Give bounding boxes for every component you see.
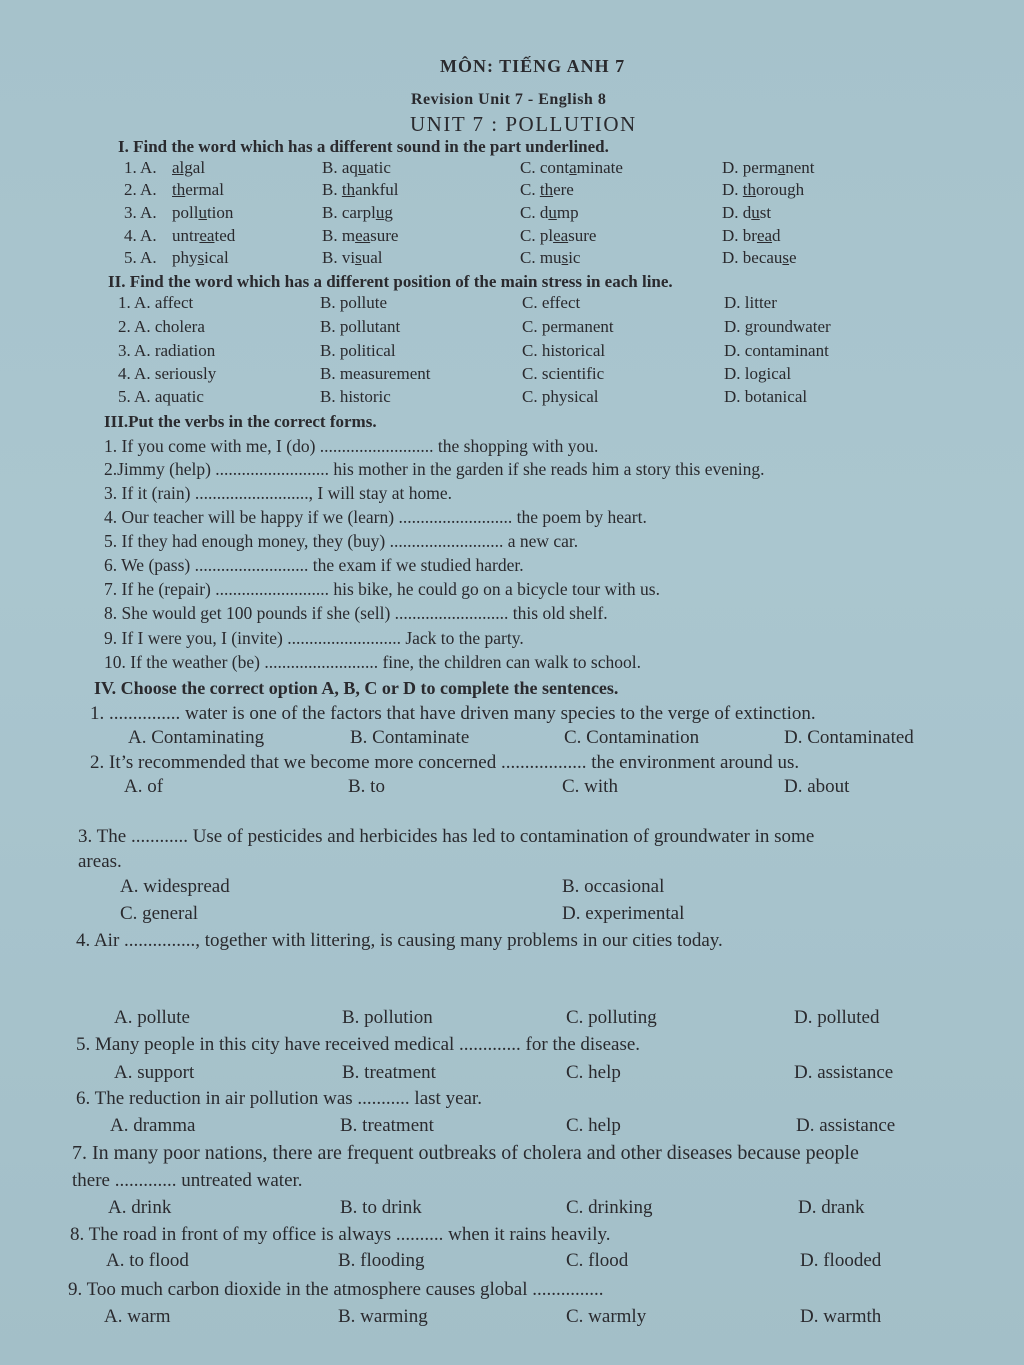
- question-q4: 4. Air ..............., together with littering, is causing many problems in our cities today.: [76, 930, 723, 951]
- underlined-part: th: [539, 180, 554, 199]
- question-q7-option: A. drink: [108, 1197, 172, 1218]
- question-q9-option: A. warm: [104, 1306, 171, 1327]
- section-2-title: II. Find the word which has a different position of the main stress in each line.: [108, 272, 673, 291]
- s2-option-a: 5. A. aquatic: [118, 387, 204, 406]
- question-q1-option: A. Contaminating: [128, 727, 265, 748]
- question-q4-option: A. pollute: [114, 1007, 190, 1028]
- s2-option-d: D. litter: [724, 293, 777, 312]
- s1-option-c: C. dump: [520, 203, 579, 222]
- question-q3-option: B. occasional: [562, 876, 665, 897]
- question-q7-option: B. to drink: [340, 1197, 422, 1218]
- section-1-title: I. Find the word which has a different sound in the part underlined.: [118, 137, 609, 156]
- underlined-part: s: [355, 248, 362, 267]
- section-4-title: IV. Choose the correct option A, B, C or D to complete the sentences.: [94, 678, 619, 698]
- s2-option-d: D. logical: [724, 364, 792, 383]
- question-q8-option: C. flood: [566, 1250, 629, 1271]
- underlined-part: u: [375, 203, 385, 222]
- s1-option-d: D. because: [722, 248, 797, 267]
- question-q3-option: D. experimental: [562, 903, 685, 924]
- s3-item: 7. If he (repair) .......................... his bike, he could go on a bicycle tour with us.: [104, 579, 660, 599]
- question-q2-option: A. of: [124, 776, 164, 797]
- s1-option-d: D. dust: [722, 203, 772, 222]
- subject-title: MÔN: TIẾNG ANH 7: [440, 56, 626, 76]
- s1-option-b: B. carplug: [322, 203, 393, 222]
- question-q5-option: A. support: [114, 1062, 195, 1083]
- s3-item: 3. If it (rain) .........................., I will stay at home.: [104, 483, 452, 503]
- s1-option-c: C. music: [520, 248, 581, 267]
- underlined-part: ea: [199, 226, 215, 245]
- underlined-part: u: [357, 158, 367, 177]
- s1-option-b: B. thankful: [322, 180, 399, 199]
- s1-item-number: 3. A.: [124, 203, 157, 222]
- s1-option-c: C. contaminate: [520, 158, 623, 177]
- s2-option-a: 3. A. radiation: [118, 341, 216, 360]
- s3-item: 6. We (pass) .......................... the exam if we studied harder.: [104, 555, 524, 575]
- s2-option-b: B. historic: [320, 387, 391, 406]
- s2-option-a: 2. A. cholera: [118, 317, 205, 336]
- question-q3-option: C. general: [120, 903, 199, 924]
- question-q5-option: D. assistance: [794, 1062, 894, 1083]
- s2-option-a: 1. A. affect: [118, 293, 194, 312]
- question-q7-option: D. drank: [798, 1197, 865, 1218]
- s1-option-d: D. permanent: [722, 158, 815, 177]
- question-q1-option: B. Contaminate: [350, 727, 470, 748]
- s1-option-a: physical: [172, 248, 229, 267]
- s2-option-c: C. permanent: [522, 317, 614, 336]
- question-q4-option: C. polluting: [566, 1007, 657, 1028]
- question-q5: 5. Many people in this city have received medical ............. for the disease.: [76, 1034, 641, 1055]
- question-q7-option: C. drinking: [566, 1197, 653, 1218]
- question-q1-option: C. Contamination: [564, 727, 700, 748]
- question-q2-option: D. about: [784, 776, 850, 797]
- s1-option-b: B. visual: [322, 248, 383, 267]
- underlined-part: alg: [172, 158, 193, 177]
- s1-option-b: B. measure: [322, 226, 399, 245]
- underlined-part: s: [561, 248, 569, 267]
- question-q2-option: B. to: [348, 776, 385, 797]
- s3-item: 4. Our teacher will be happy if we (learn) .......................... the poem by heart.: [104, 507, 647, 527]
- s2-option-c: C. effect: [522, 293, 581, 312]
- question-q6-option: A. dramma: [110, 1115, 196, 1136]
- question-q4-option: B. pollution: [342, 1007, 433, 1028]
- s3-item: 9. If I were you, I (invite) .......................... Jack to the party.: [104, 628, 524, 648]
- question-q9-option: C. warmly: [566, 1306, 647, 1327]
- underlined-part: u: [198, 203, 207, 222]
- underlined-part: u: [548, 203, 557, 222]
- s1-option-d: D. bread: [722, 226, 781, 245]
- s3-item: 1. If you come with me, I (do) .......................... the shopping with you.: [104, 436, 599, 456]
- question-q8-option: A. to flood: [106, 1250, 189, 1271]
- s2-option-b: B. measurement: [320, 364, 431, 383]
- question-q3: 3. The ............ Use of pesticides and herbicides has led to contamination of groundwater in some: [78, 826, 815, 847]
- question-q1-option: D. Contaminated: [784, 727, 914, 748]
- underlined-part: ea: [355, 226, 371, 245]
- underlined-part: u: [751, 203, 760, 222]
- underlined-part: th: [742, 180, 757, 199]
- s2-option-c: C. physical: [522, 387, 599, 406]
- s1-item-number: 1. A.: [124, 158, 157, 177]
- s2-option-b: B. political: [320, 341, 396, 360]
- question-q9-option: B. warming: [338, 1306, 428, 1327]
- question-q9: 9. Too much carbon dioxide in the atmosphere causes global ...............: [68, 1279, 604, 1300]
- s1-option-a: pollution: [172, 203, 234, 222]
- s3-item: 10. If the weather (be) .......................... fine, the children can walk to school.: [104, 652, 641, 672]
- s2-option-d: D. groundwater: [724, 317, 831, 336]
- revision-title: Revision Unit 7 - English 8: [411, 91, 607, 108]
- s1-option-c: C. there: [520, 180, 574, 199]
- question-q6: 6. The reduction in air pollution was ........... last year.: [76, 1088, 482, 1109]
- s2-option-c: C. historical: [522, 341, 606, 360]
- question-q2-option: C. with: [562, 776, 618, 797]
- question-q8-option: D. flooded: [800, 1250, 882, 1271]
- section-3-title: III.Put the verbs in the correct forms.: [104, 412, 377, 431]
- s3-item: 5. If they had enough money, they (buy) .......................... a new car.: [104, 531, 579, 551]
- question-q9-option: D. warmth: [800, 1306, 882, 1327]
- question-q2: 2. It’s recommended that we become more concerned .................. the environment around us.: [90, 752, 800, 773]
- question-q1: 1. ............... water is one of the factors that have driven many species to the verge of extinction.: [90, 703, 816, 724]
- s2-option-b: B. pollutant: [320, 317, 401, 336]
- s1-item-number: 4. A.: [124, 226, 157, 245]
- question-q7-cont: there ............. untreated water.: [72, 1170, 303, 1191]
- underlined-part: a: [569, 158, 577, 177]
- question-q5-option: B. treatment: [342, 1062, 436, 1083]
- underlined-part: s: [197, 248, 205, 267]
- question-q6-option: D. assistance: [796, 1115, 896, 1136]
- question-q3-cont: areas.: [78, 851, 122, 872]
- s1-item-number: 5. A.: [124, 248, 157, 267]
- s2-option-d: D. contaminant: [724, 341, 829, 360]
- underlined-part: th: [341, 180, 356, 199]
- s3-item: 8. She would get 100 pounds if she (sell) .......................... this old shelf.: [104, 603, 608, 623]
- question-q6-option: B. treatment: [340, 1115, 434, 1136]
- s1-option-d: D. thorough: [722, 180, 805, 199]
- s2-option-b: B. pollute: [320, 293, 388, 312]
- s1-option-b: B. aquatic: [322, 158, 391, 177]
- question-q6-option: C. help: [566, 1115, 621, 1136]
- underlined-part: ea: [553, 226, 569, 245]
- s1-option-a: algal: [172, 158, 206, 177]
- question-q5-option: C. help: [566, 1062, 621, 1083]
- underlined-part: ea: [756, 226, 773, 245]
- s2-option-c: C. scientific: [522, 364, 605, 383]
- underlined-part: th: [172, 180, 186, 199]
- s1-option-c: C. pleasure: [520, 226, 597, 245]
- question-q8-option: B. flooding: [338, 1250, 425, 1271]
- question-q4-option: D. polluted: [794, 1007, 880, 1028]
- question-q8: 8. The road in front of my office is always .......... when it rains heavily.: [70, 1224, 611, 1245]
- question-q7: 7. In many poor nations, there are frequent outbreaks of cholera and other diseases because people: [72, 1142, 859, 1164]
- s2-option-a: 4. A. seriously: [118, 364, 217, 383]
- unit-title: UNIT 7 : POLLUTION: [410, 112, 637, 136]
- underlined-part: a: [777, 158, 786, 177]
- s1-item-number: 2. A.: [124, 180, 157, 199]
- s2-option-d: D. botanical: [724, 387, 808, 406]
- s3-item: 2.Jimmy (help) .......................... his mother in the garden if she reads him a story this evening.: [104, 459, 765, 479]
- underlined-part: s: [782, 248, 790, 267]
- question-q3-option: A. widespread: [120, 876, 230, 897]
- s1-option-a: untreated: [172, 226, 236, 245]
- s1-option-a: thermal: [172, 180, 224, 199]
